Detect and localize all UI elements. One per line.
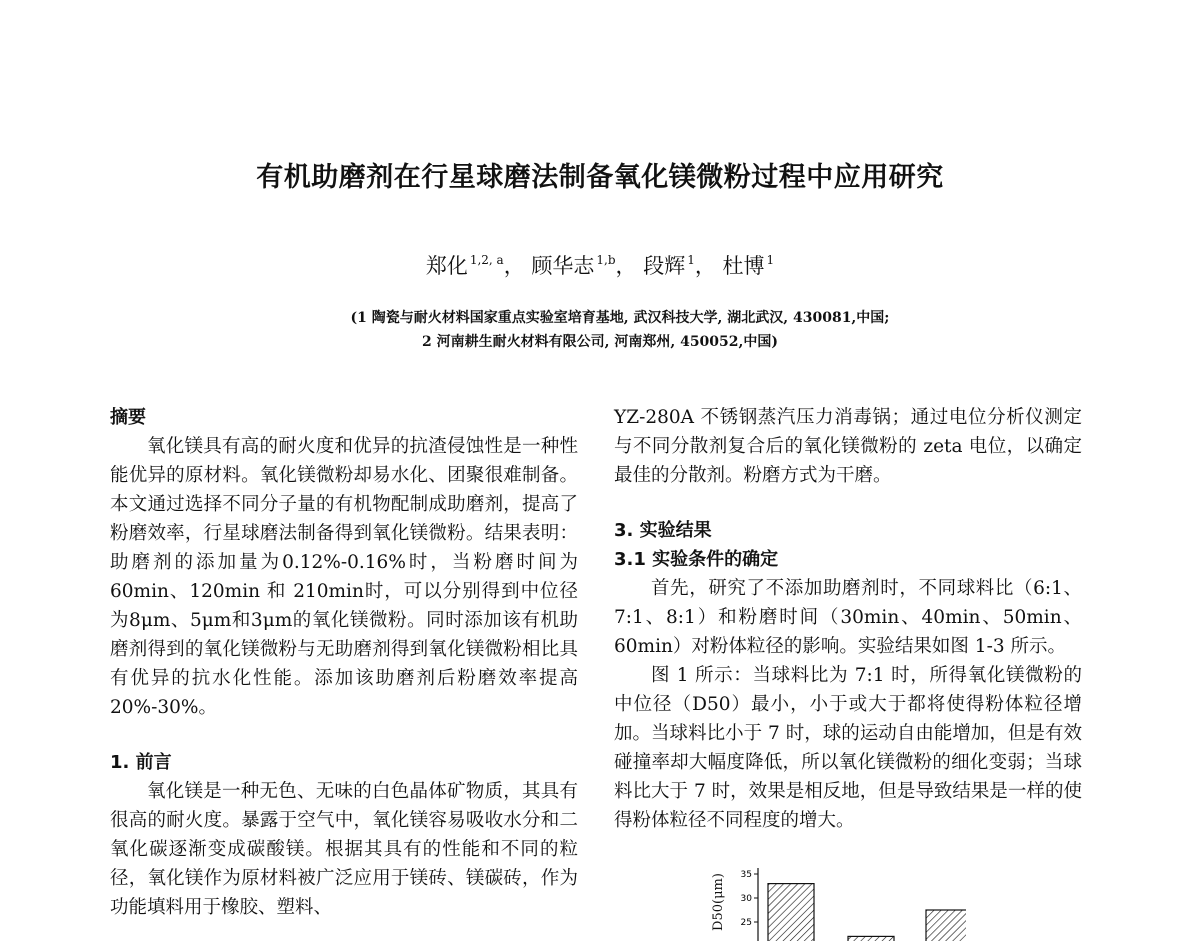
author-separator: ，	[694, 254, 716, 278]
section-3-1-para-1: 首先，研究了不添加助磨剂时，不同球料比（6:1、7:1、8:1）和粉磨时间（30min、40min、50min、60min）对粉体粒径的影响。实验结果如图 1-3 所示。	[614, 578, 1082, 657]
affiliation-line-2: 2 河南耕生耐火材料有限公司, 河南郑州, 450052,中国)	[421, 334, 779, 350]
author-separator: ，	[615, 254, 637, 278]
bar-8-1	[926, 910, 966, 941]
author-separator: ，	[503, 254, 525, 278]
author-name: 杜博	[722, 254, 765, 278]
section-3-1-heading: 3.1 实验条件的确定	[614, 549, 779, 570]
bar-chart	[706, 862, 966, 941]
abstract-heading: 摘要	[110, 407, 146, 428]
right-column	[614, 403, 1082, 835]
author-affiliation-mark: 1,2, a	[469, 253, 504, 267]
intro-text: 氧化镁是一种无色、无味的白色晶体矿物质，其具有很高的耐火度。暴露于空气中，氧化镁容易吸收水分和二氧化碳逐渐变成碳酸镁。根据其具有的性能和不同的粒径，氧化镁作为原材料被广泛应用于镁砖、镁碳砖，作为功能填料用于橡胶、塑料、	[110, 781, 578, 918]
methods-continuation: YZ-280A 不锈钢蒸汽压力消毒锅；通过电位分析仪测定与不同分散剂复合后的氧化镁微粉的 zeta 电位，以确定最佳的分散剂。粉磨方式为干磨。	[614, 407, 1082, 486]
author-name: 顾华志	[531, 254, 595, 278]
y-tick-label: 30	[740, 894, 752, 904]
section-3-heading: 3. 实验结果	[614, 520, 712, 541]
y-tick-label: 25	[740, 918, 752, 928]
author-affiliation-mark: 1	[687, 253, 695, 267]
y-axis-label: D50(μm)	[711, 873, 726, 931]
figure-1-chart	[706, 862, 966, 941]
section-3-1-para-2: 图 1 所示：当球料比为 7:1 时，所得氧化镁微粉的中位径（D50）最小，小于或大于都将使得粉体粒径增加。当球料比小于 7 时，球的运动自由能增加，但是有效碰撞率却大幅度降低，所以氧化镁微粉的细化变弱；当球料比大于 7 时，效果是相反地，但是导致结果是一样的使得粉体粒径不同程度的增大。	[614, 665, 1082, 831]
affiliation-line-1: (1 陶瓷与耐火材料国家重点实验室培育基地, 武汉科技大学, 湖北武汉, 430081,中国;	[350, 310, 890, 326]
abstract-text: 氧化镁具有高的耐火度和优异的抗渣侵蚀性是一种性能优异的原材料。氧化镁微粉却易水化、团聚很难制备。本文通过选择不同分子量的有机物配制成助磨剂，提高了粉磨效率，行星球磨法制备得到氧化镁微粉。结果表明：助磨剂的添加量为0.12%-0.16%时，当粉磨时间为 60min、120min 和 210min时，可以分别得到中位径为8μm、5μm和3μm的氧化镁微粉。同时添加该有机助磨剂得到的氧化镁微粉与无助磨剂得到氧化镁微粉相比具有优异的抗水化性能。添加该助磨剂后粉磨效率提高20%-30%。	[110, 436, 578, 718]
author-affiliation-mark: 1,b	[596, 253, 616, 267]
y-tick-label: 35	[740, 870, 752, 880]
author-name: 郑化	[425, 254, 468, 278]
author-list	[0, 250, 1200, 280]
left-column	[110, 403, 578, 922]
bar-6-1	[768, 884, 814, 941]
paper-title: 有机助磨剂在行星球磨法制备氧化镁微粉过程中应用研究	[256, 162, 944, 193]
author-affiliation-mark: 1	[766, 253, 775, 267]
author-name: 段辉	[643, 254, 686, 278]
intro-heading: 1. 前言	[110, 752, 172, 773]
bar-7-1	[848, 936, 894, 941]
